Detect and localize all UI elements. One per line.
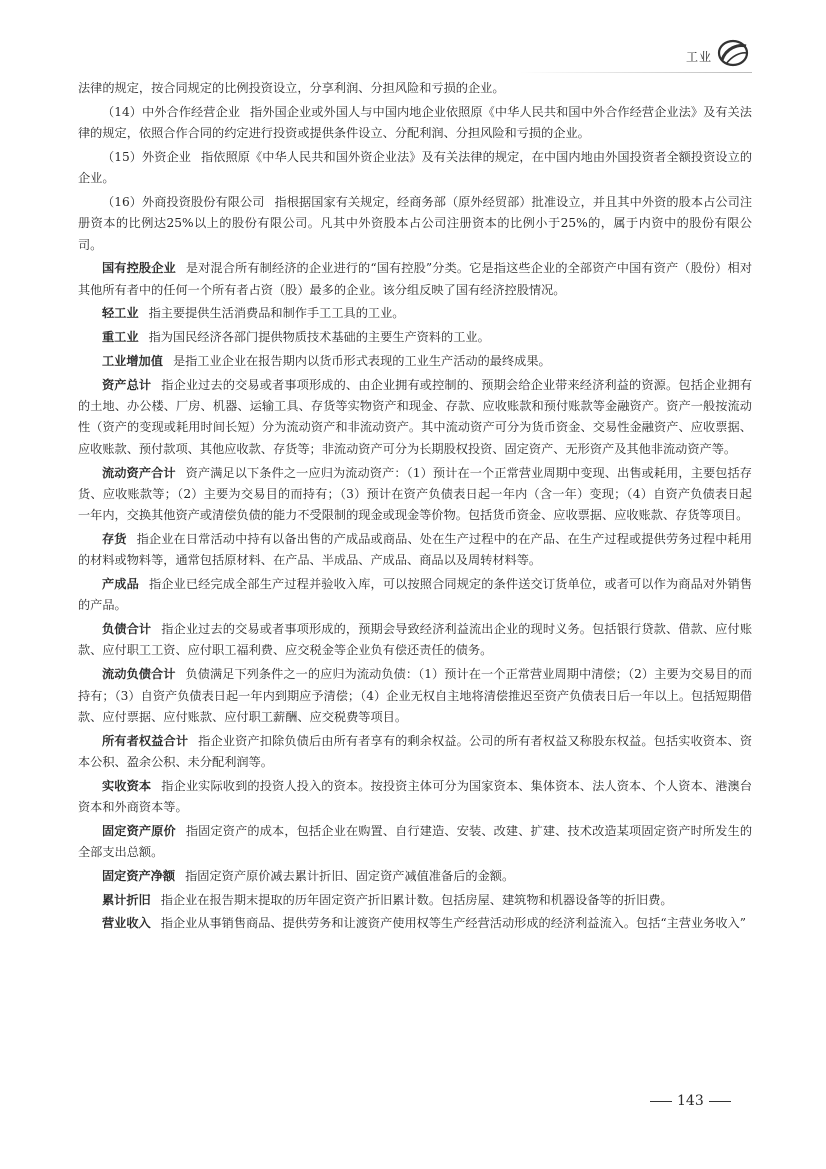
definition-paragraph — [78, 890, 752, 911]
definition-term: 工业增加值 — [102, 354, 163, 369]
document-body — [78, 78, 752, 937]
definition-text: 资产满足以下条件之一应归为流动资产：（1）预计在一个正常营业周期中变现、出售或耗用，主要包括存货、应收账款等；（2）主要为交易目的而持有；（3）预计在资产负债表日起一年内（含一年）变现；（4）自资产负债表日起一年内，交换其他资产或清偿负债的能力不受限制的现金或现金等价物。包括货币资金、应收票据、应收账款、存货等项目。 — [78, 465, 752, 523]
definition-paragraph — [78, 619, 752, 662]
definition-text: 是指工业企业在报告期内以货币形式表现的工业生产活动的最终成果。 — [172, 354, 551, 369]
footer-dash-right — [709, 1101, 731, 1102]
definition-paragraph — [78, 258, 752, 301]
definition-paragraph — [78, 913, 752, 934]
definition-paragraph — [78, 664, 752, 728]
definition-term: 产成品 — [102, 577, 139, 592]
continued-paragraph: 法律的规定，按合同规定的比例投资设立，分享利润、分担风险和亏损的企业。 — [78, 81, 505, 95]
definition-text: 是对混合所有制经济的企业进行的“国有控股”分类。它是指这些企业的全部资产中国有资产（股份）相对其他所有者中的任何一个所有者占资（股）最多的企业。该分组反映了国有经济控股情况。 — [78, 261, 753, 297]
definition-term: 固定资产净额 — [102, 868, 176, 883]
definition-text: 指企业在报告期末提取的历年固定资产折旧累计数。包括房屋、建筑物和机器设备等的折旧费。 — [160, 892, 673, 907]
definition-paragraph — [78, 375, 752, 460]
definition-text: 指主要提供生活消费品和制作手工工具的工业。 — [148, 306, 405, 321]
running-header — [686, 34, 750, 68]
definition-term: 存货 — [102, 531, 127, 546]
definition-term: 国有控股企业 — [102, 261, 176, 276]
definition-term: 营业收入 — [102, 916, 151, 931]
footer-dash-left — [650, 1101, 672, 1102]
definition-term: 流动负债合计 — [102, 667, 176, 682]
definition-paragraph — [78, 866, 752, 887]
enterprise-type-label: （15）外资企业 — [102, 149, 192, 164]
definition-paragraph — [78, 147, 752, 190]
definition-text: 指企业过去的交易或者事项形成的，预期会导致经济利益流出企业的现时义务。包括银行贷款、借款、应付账款、应付职工工资、应付职工福利费、应交税金等企业负有偿还责任的债务。 — [78, 622, 753, 658]
definition-paragraph — [78, 192, 752, 256]
page-footer — [650, 1093, 731, 1109]
definition-paragraph — [78, 821, 752, 864]
definition-paragraph — [78, 731, 752, 774]
definition-text: 指企业资产扣除负债后由所有者享有的剩余权益。公司的所有者权益又称股东权益。包括实收资本、资本公积、盈余公积、未分配利润等。 — [78, 733, 753, 769]
definition-paragraph — [78, 303, 752, 324]
definition-text: 指固定资产原价减去累计折旧、固定资产减值准备后的金额。 — [185, 868, 515, 883]
definition-text: 指企业过去的交易或者事项形成的、由企业拥有或控制的、预期会给企业带来经济利益的资源。包括企业拥有的土地、办公楼、厂房、机器、运输工具、存货等实物资产和现金、存款、应收账款和预付账款等金融资产。资产一般按流动性（资产的变现或耗用时间长短）分为流动资产和非流动资产。其中流动资产可分为货币资金、交易性金融资产、应收票据、应收账款、预付款项、其他应收款、存货等；非流动资产可分为长期股权投资、固定资产、无形资产及其他非流动资产等。 — [78, 377, 753, 456]
enterprise-type-label: （14）中外合作经营企业 — [102, 104, 241, 119]
definition-text: 指企业已经完成全部生产过程并验收入库，可以按照合同规定的条件送交订货单位，或者可以作为商品对外销售的产品。 — [78, 577, 753, 613]
definition-text: 指依照原《中华人民共和国外资企业法》及有关法律的规定，在中国内地由外国投资者全额投资设立的企业。 — [78, 149, 753, 186]
entries-list — [78, 102, 752, 935]
publisher-logo-icon — [716, 38, 750, 68]
definition-paragraph — [78, 529, 752, 572]
definition-paragraph — [78, 351, 752, 372]
definition-text: 指企业从事销售商品、提供劳务和让渡资产使用权等生产经营活动形成的经济利益流入。包括“主营业务收入” — [160, 916, 747, 931]
definition-term: 流动资产合计 — [102, 465, 176, 480]
definition-term: 实收资本 — [102, 778, 152, 793]
definition-term: 负债合计 — [102, 622, 152, 637]
definition-paragraph — [78, 574, 752, 617]
section-title: 工业 — [685, 50, 712, 64]
enterprise-type-label: （16）外商投资股份有限公司 — [102, 194, 265, 209]
definition-term: 累计折旧 — [102, 892, 151, 907]
definition-text: 指外国企业或外国人与中国内地企业依照原《中华人民共和国中外合作经营企业法》及有关法律的规定，依照合作合同的约定进行投资或提供条件设立、分配利润、分担风险和亏损的企业。 — [78, 104, 752, 141]
header-rule — [520, 72, 752, 73]
definition-term: 轻工业 — [102, 306, 139, 321]
definition-paragraph — [78, 463, 752, 527]
definition-term: 资产总计 — [102, 377, 152, 392]
definition-paragraph — [78, 776, 752, 819]
definition-text: 指根据国家有关规定，经商务部（原外经贸部）批准设立，并且其中外资的股本占公司注册资本的比例达25%以上的股份有限公司。凡其中外资股本占公司注册资本的比例小于25%的，属于内资中的股份有限公司。 — [78, 194, 753, 252]
definition-term: 固定资产原价 — [102, 823, 176, 838]
definition-text: 指为国民经济各部门提供物质技术基础的主要生产资料的工业。 — [148, 330, 490, 345]
definition-term: 重工业 — [102, 330, 139, 345]
definition-text: 指固定资产的成本，包括企业在购置、自行建造、安装、改建、扩建、技术改造某项固定资产时所发生的全部支出总额。 — [78, 823, 753, 860]
definition-paragraph — [78, 102, 752, 145]
definition-text: 指企业在日常活动中持有以备出售的产成品或商品、处在生产过程中的在产品、在生产过程或提供劳务过程中耗用的材料或物料等，通常包括原材料、在产品、半成品、产成品、商品以及周转材料等。 — [78, 531, 753, 568]
page-number: 143 — [677, 1093, 704, 1109]
definition-text: 指企业实际收到的投资人投入的资本。按投资主体可分为国家资本、集体资本、法人资本、个人资本、港澳台资本和外商资本等。 — [78, 778, 753, 814]
definition-paragraph — [78, 327, 752, 348]
definition-term: 所有者权益合计 — [102, 733, 189, 748]
definition-text: 负债满足下列条件之一的应归为流动负债：（1）预计在一个正常营业周期中清偿；（2）主要为交易目的而持有；（3）自资产负债表日起一年内到期应予清偿；（4）企业无权自主地将清偿推迟至资产负债表日后一年以上。包括短期借款、应付票据、应付账款、应付职工薪酬、应交税费等项目。 — [78, 667, 753, 724]
